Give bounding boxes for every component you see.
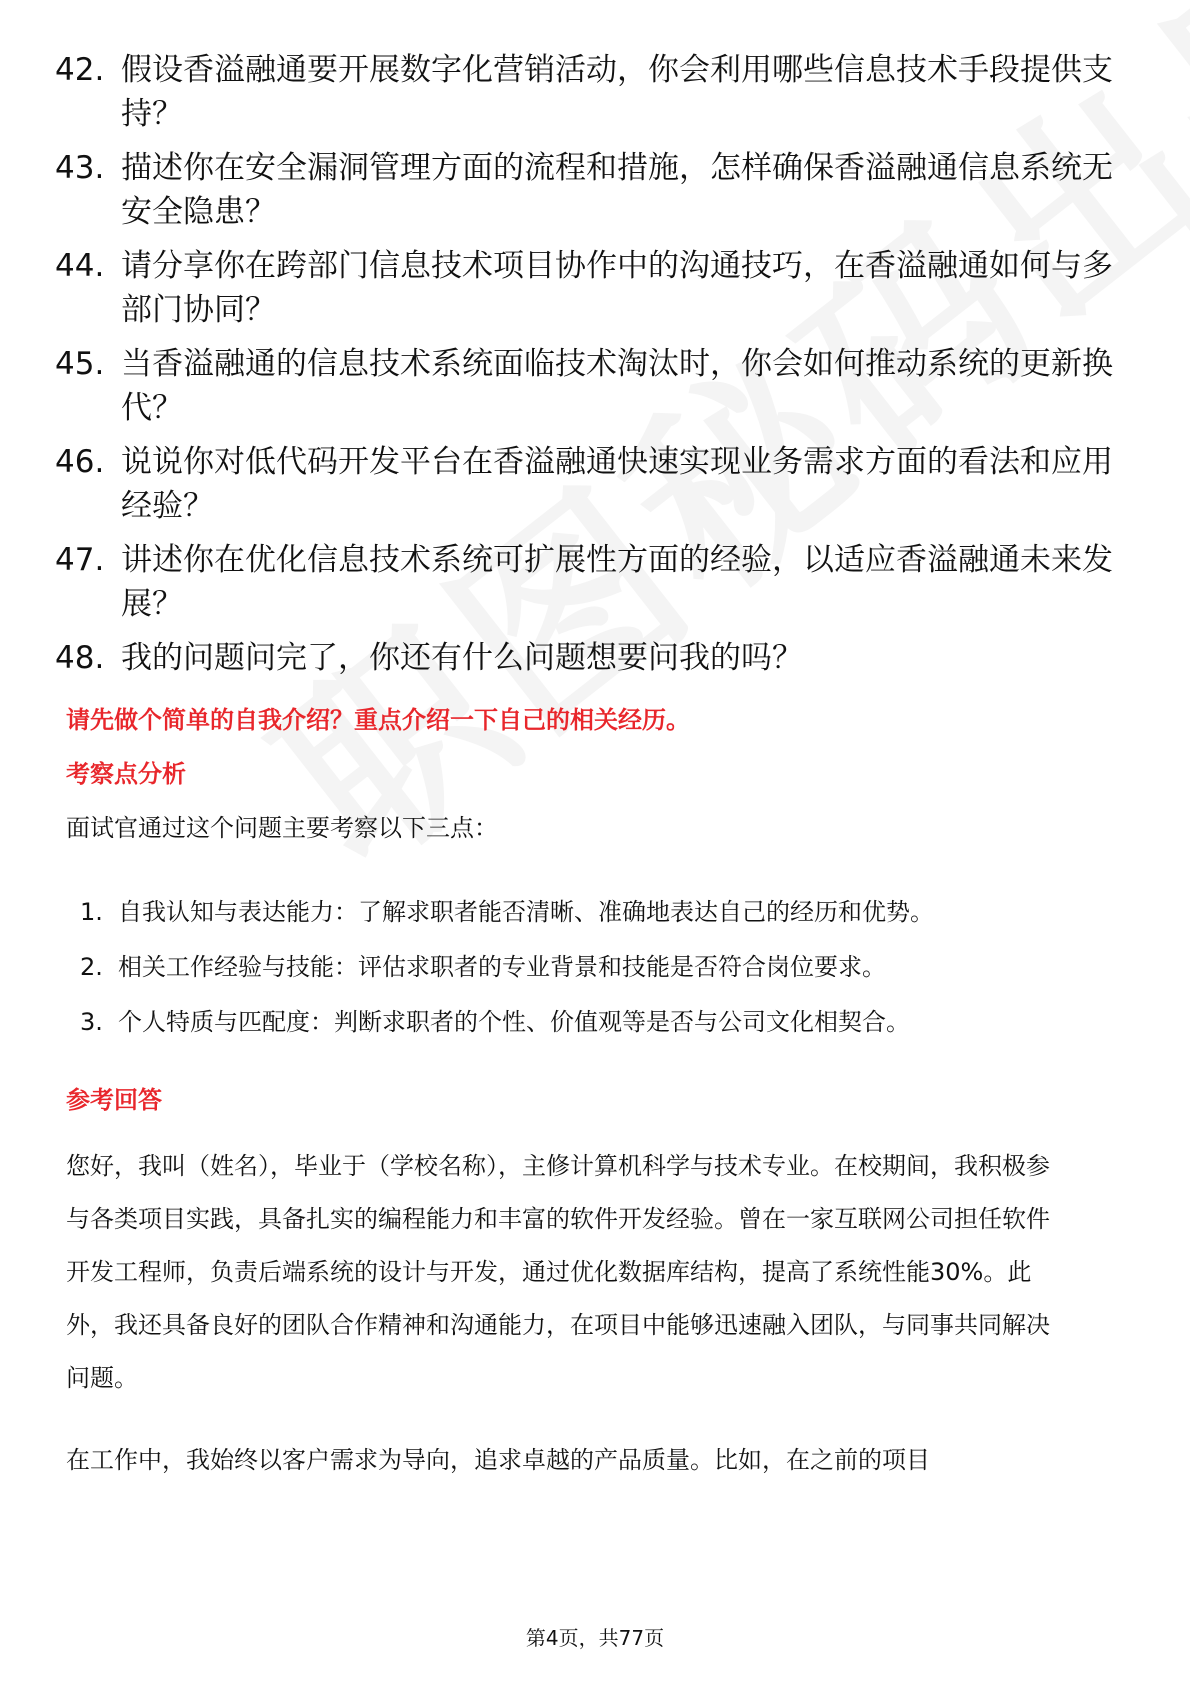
analysis-intro: 面试官通过这个问题主要考察以下三点： xyxy=(66,814,498,842)
analysis-point-number: 3. xyxy=(80,1008,103,1036)
analysis-points xyxy=(80,898,934,1063)
question-item xyxy=(55,440,1135,528)
question-number: 48. xyxy=(55,640,105,676)
question-text: 我的问题问完了，你还有什么问题想要问我的吗？ xyxy=(121,640,803,676)
question-item xyxy=(55,636,1135,680)
analysis-point-text: 相关工作经验与技能：评估求职者的专业背景和技能是否符合岗位要求。 xyxy=(118,953,886,981)
analysis-point xyxy=(80,1008,934,1036)
analysis-heading: 考察点分析 xyxy=(66,760,186,788)
page-footer: 第4页，共77页 xyxy=(525,1626,665,1650)
question-text: 当香溢融通的信息技术系统面临技术淘汰时，你会如何推动系统的更新换代？ xyxy=(121,346,1113,426)
section-question: 请先做个简单的自我介绍？重点介绍一下自己的相关经历。 xyxy=(66,706,690,734)
answer-paragraph: 您好，我叫（姓名），毕业于（学校名称），主修计算机科学与技术专业。在校期间，我积极参与各类项目实践，具备扎实的编程能力和丰富的软件开发经验。曾在一家互联网公司担任软件开发工程师，负责后端系统的设计与开发，通过优化数据库结构，提高了系统性能30%。此外，我还具备良好的团队合作精神和沟通能力，在项目中能够迅速融入团队，与同事共同解决问题。 xyxy=(66,1152,1050,1392)
question-number: 44. xyxy=(55,248,105,284)
question-number: 45. xyxy=(55,346,105,382)
question-number: 47. xyxy=(55,542,105,578)
analysis-point-number: 1. xyxy=(80,898,103,926)
question-text: 假设香溢融通要开展数字化营销活动，你会利用哪些信息技术手段提供支持？ xyxy=(121,52,1113,132)
question-item xyxy=(55,538,1135,626)
question-number: 42. xyxy=(55,52,105,88)
analysis-point xyxy=(80,953,934,981)
question-list xyxy=(55,48,1135,690)
answer-paragraph: 在工作中，我始终以客户需求为导向，追求卓越的产品质量。比如，在之前的项目 xyxy=(66,1446,930,1474)
question-text: 讲述你在优化信息技术系统可扩展性方面的经验，以适应香溢融通未来发展？ xyxy=(121,542,1113,622)
question-item xyxy=(55,146,1135,234)
analysis-point xyxy=(80,898,934,926)
question-item xyxy=(55,48,1135,136)
analysis-point-number: 2. xyxy=(80,953,103,981)
question-item xyxy=(55,342,1135,430)
question-item xyxy=(55,244,1135,332)
question-number: 46. xyxy=(55,444,105,480)
analysis-point-text: 个人特质与匹配度：判断求职者的个性、价值观等是否与公司文化相契合。 xyxy=(118,1008,910,1036)
analysis-point-text: 自我认知与表达能力：了解求职者能否清晰、准确地表达自己的经历和优势。 xyxy=(118,898,934,926)
question-text: 请分享你在跨部门信息技术项目协作中的沟通技巧，在香溢融通如何与多部门协同？ xyxy=(121,248,1113,328)
answer-heading: 参考回答 xyxy=(66,1086,162,1114)
question-text: 说说你对低代码开发平台在香溢融通快速实现业务需求方面的看法和应用经验？ xyxy=(121,444,1113,524)
question-text: 描述你在安全漏洞管理方面的流程和措施，怎样确保香溢融通信息系统无安全隐患？ xyxy=(121,150,1113,230)
question-number: 43. xyxy=(55,150,105,186)
